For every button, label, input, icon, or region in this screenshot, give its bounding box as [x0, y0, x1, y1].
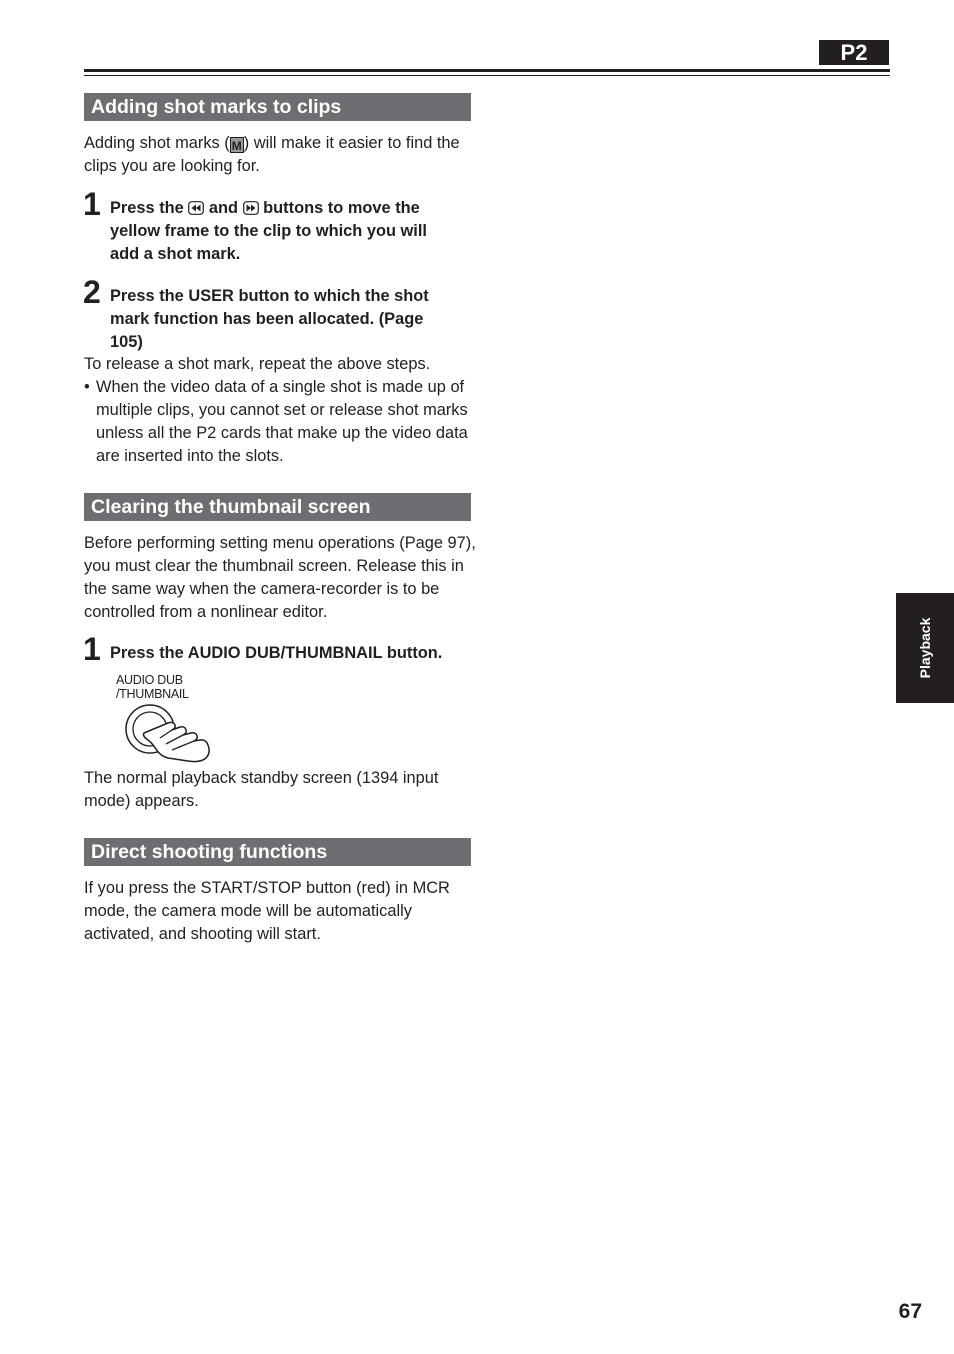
page-number: 67	[898, 1300, 922, 1323]
direct-shooting-text: If you press the START/STOP button (red) in MCR mode, the camera mode will be automatically activated, and shooting will start.	[84, 879, 450, 943]
finger-pressing-button-icon	[124, 703, 216, 765]
p2-badge: P2	[819, 40, 889, 65]
fast-forward-button-icon	[243, 201, 259, 215]
thumbnail-step-1-instruction: Press the AUDIO DUB/THUMBNAIL button.	[110, 644, 443, 662]
bullet-note-text: When the video data of a single shot is made up of multiple clips, you cannot set or release shot marks unless all the P2 cards that make up the video data are inserted into the slots.	[96, 378, 468, 465]
thumbnail-step-number-1: 1	[83, 631, 101, 667]
thumbnail-intro: Before performing setting menu operations (Page 97), you must clear the thumbnail screen. Release this in the same way when the camera-recorder is to be controlled from a nonlinear editor.	[84, 534, 476, 621]
section-title-thumbnail: Clearing the thumbnail screen	[84, 493, 471, 521]
button-caption-line2: /THUMBNAIL	[116, 687, 189, 701]
shot-marks-intro: Adding shot marks ( M ) will make it easier to find the clips you are looking for.	[84, 134, 460, 175]
header-rule-thin	[84, 75, 890, 76]
release-note: To release a shot mark, repeat the above steps.	[84, 355, 431, 373]
bullet-dot: •	[84, 378, 90, 396]
rewind-button-icon	[188, 201, 204, 215]
section-title-shot-marks: Adding shot marks to clips	[84, 93, 471, 121]
button-caption-line1: AUDIO DUB	[116, 673, 183, 687]
thumbnail-result: The normal playback standby screen (1394 input mode) appears.	[84, 769, 439, 810]
step-2-instruction: Press the USER button to which the shot mark function has been allocated. (Page 105)	[110, 287, 429, 351]
step-1-instruction: Press the and buttons to move the yellow frame to the clip to which you will add a shot mark.	[110, 199, 427, 263]
header-rule-thick	[84, 69, 890, 72]
bullet-note	[84, 376, 476, 468]
shot-mark-icon: M	[231, 139, 242, 153]
step-number-1: 1	[83, 186, 101, 222]
section-title-direct-shooting: Direct shooting functions	[84, 838, 471, 866]
step-number-2: 2	[83, 274, 101, 310]
side-tab-playback: Playback	[896, 593, 954, 703]
